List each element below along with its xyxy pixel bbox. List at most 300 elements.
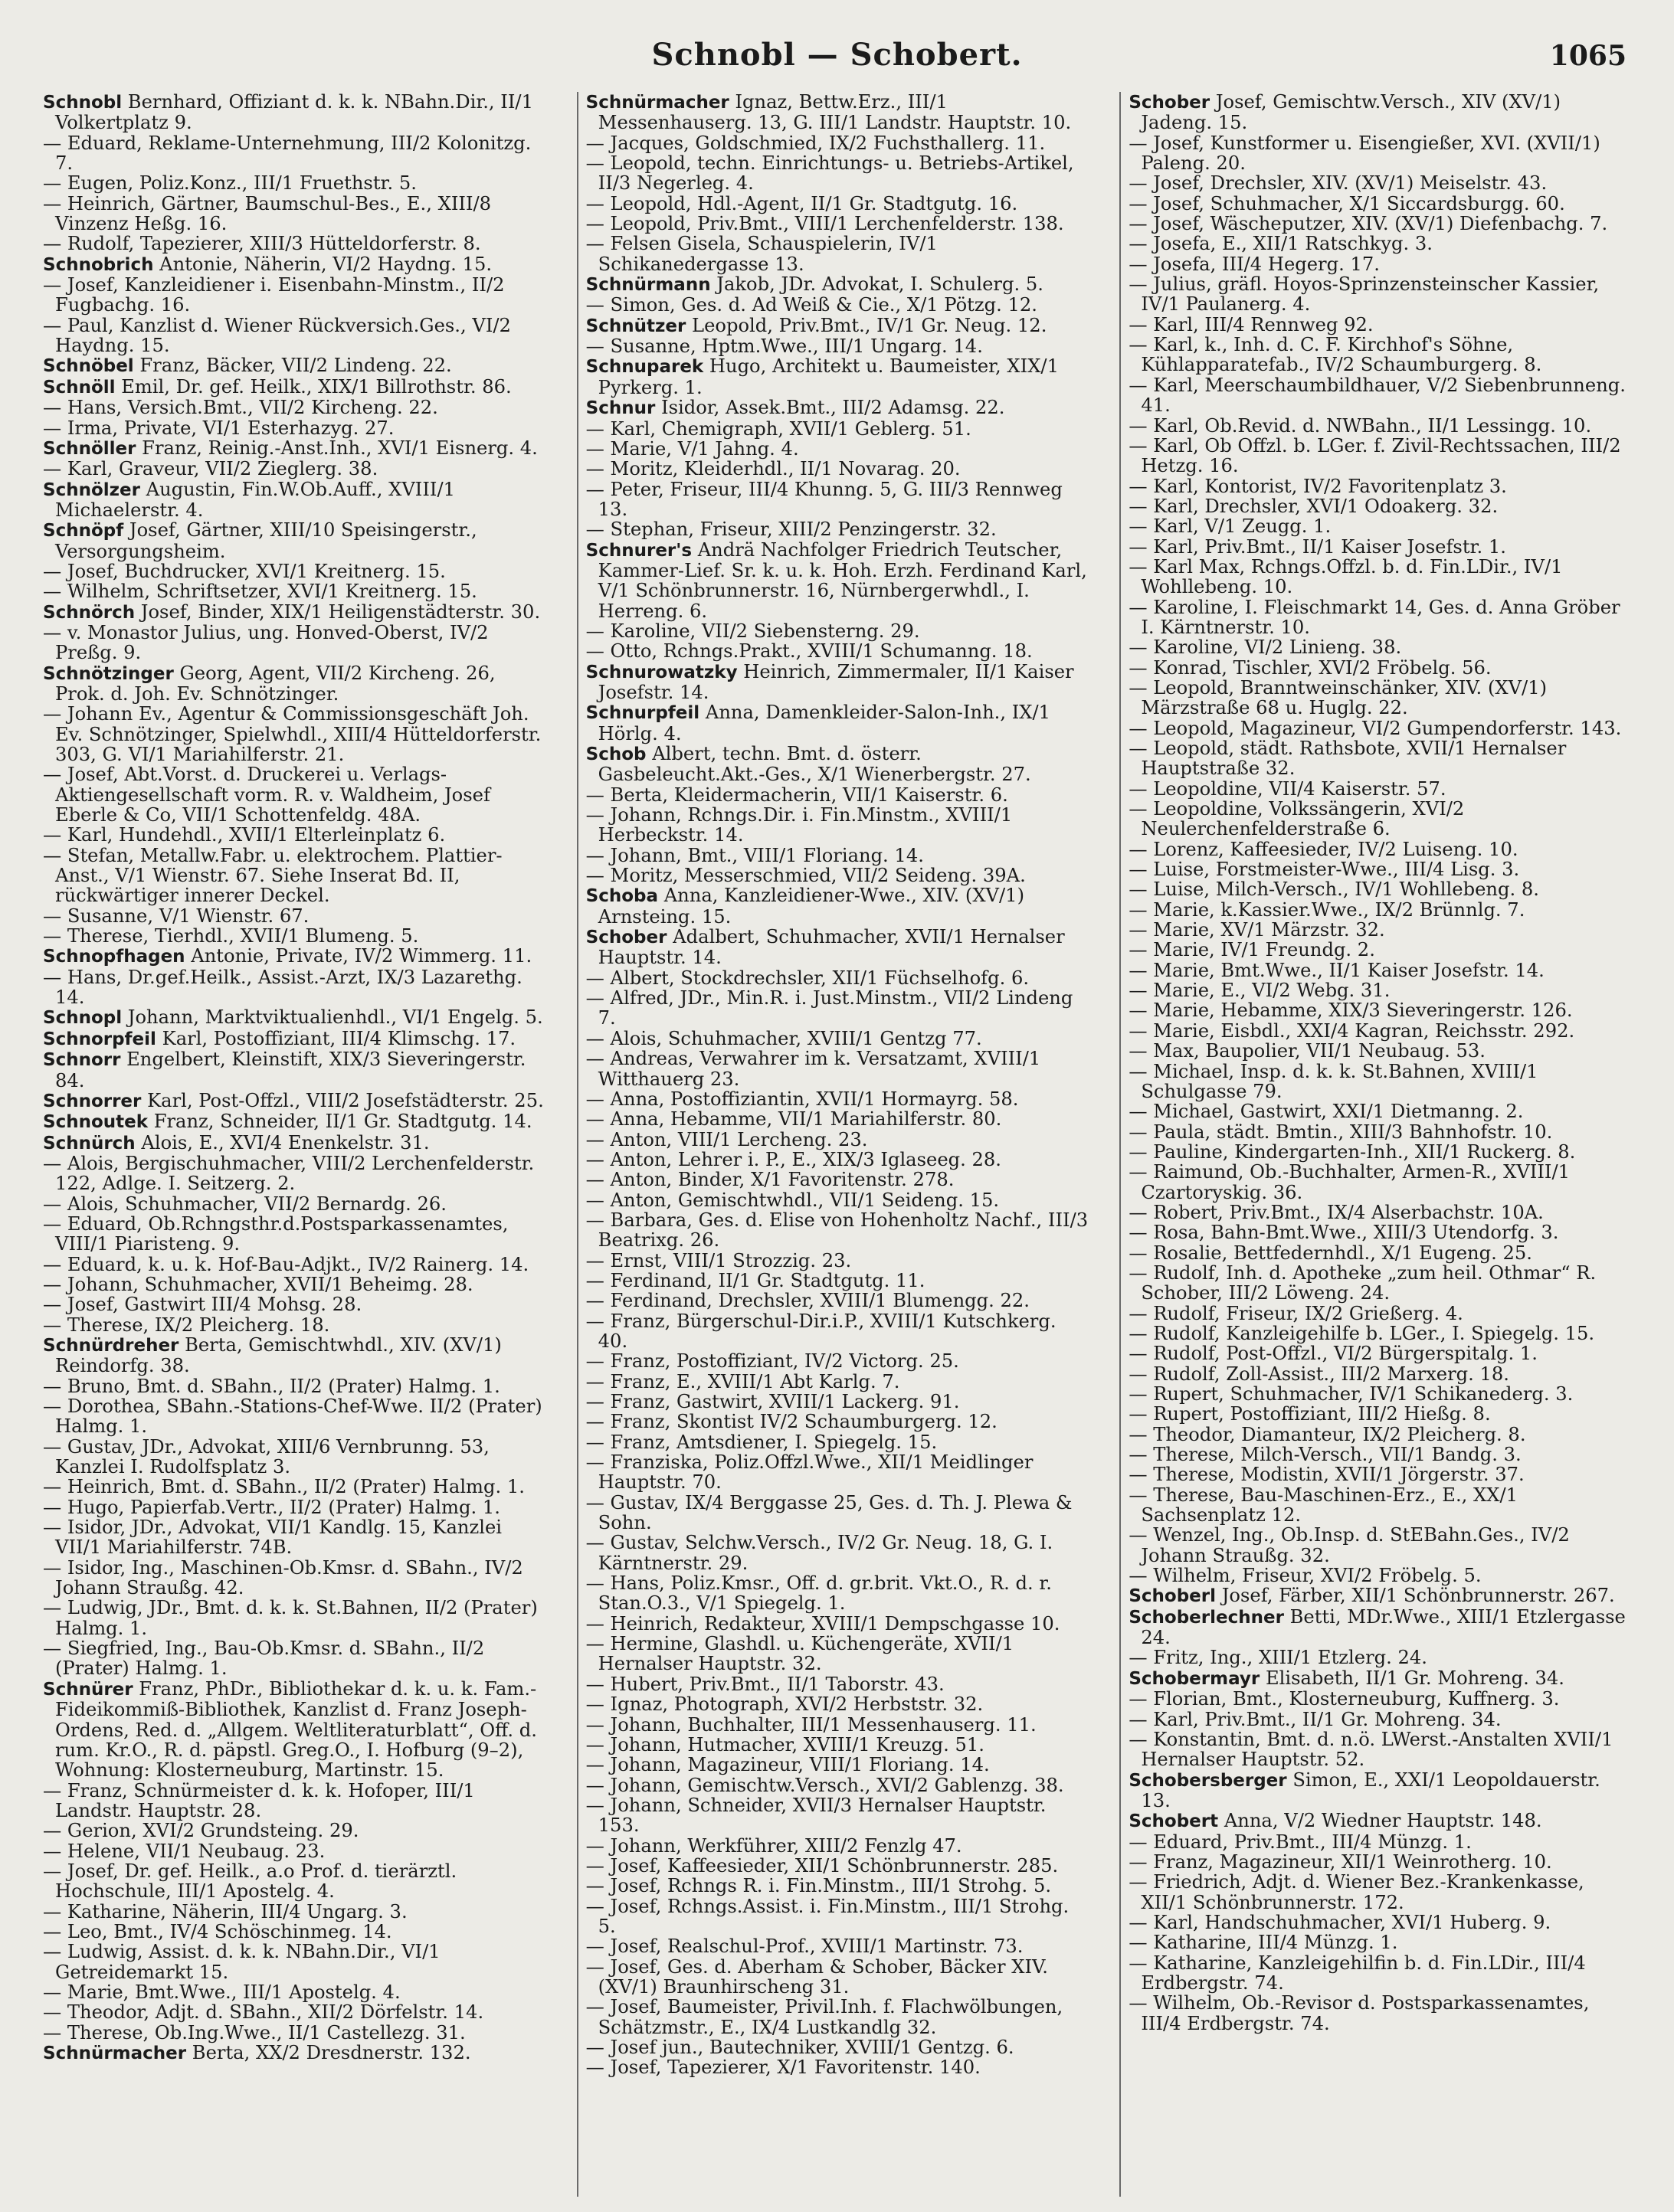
entry-text: — Friedrich, Adjt. d. Wiener Bez.-Krankenkasse, XII/1 Schönbrunnerstr. 172. bbox=[1129, 1871, 1584, 1913]
entry-text: — Josef, Gastwirt III/4 Mohsg. 28. bbox=[43, 1294, 362, 1316]
directory-entry bbox=[586, 621, 1092, 641]
entry-text: — Rudolf, Kanzleigehilfe b. LGer., I. Spiegelg. 15. bbox=[1129, 1322, 1595, 1344]
entry-text: — Hans, Poliz.Kmsr., Off. d. gr.brit. Vkt.O., R. d. r. Stan.O.3., V/1 Spiegelg. 1. bbox=[585, 1572, 1052, 1615]
entry-headword: Schnötzinger bbox=[43, 663, 174, 684]
entry-text: — Karl, V/1 Zeugg. 1. bbox=[1129, 515, 1332, 538]
entry-text: — Josef, Tapezierer, X/1 Favoritenstr. 140. bbox=[585, 2057, 981, 2079]
entry-text: — Therese, Bau-Maschinen-Erz., E., XX/1 Sachsenplatz 12. bbox=[1129, 1484, 1518, 1526]
directory-entry bbox=[586, 702, 1092, 744]
entry-text: — Max, Baupolier, VII/1 Neubaug. 53. bbox=[1129, 1040, 1486, 1062]
entry-text: — Leopold, Priv.Bmt., VIII/1 Lerchenfelderstr. 138. bbox=[585, 213, 1064, 235]
directory-entry bbox=[1129, 738, 1634, 779]
entry-text: — Peter, Friseur, III/4 Khunng. 5, G. III/3 Rennweg 13. bbox=[585, 478, 1063, 520]
entry-headword: Schoberl bbox=[1129, 1586, 1217, 1607]
directory-entry bbox=[43, 1111, 549, 1132]
entry-text: — Susanne, V/1 Wienstr. 67. bbox=[43, 905, 310, 927]
directory-entry bbox=[1129, 274, 1634, 315]
entry-text: — Wilhelm, Schriftsetzer, XVI/1 Kreitnerg. 15. bbox=[43, 581, 477, 603]
entry-text: — Alois, Bergischuhmacher, VIII/2 Lerchenfelderstr. 122, Adlge. I. Seitzerg. 2. bbox=[43, 1152, 535, 1195]
entry-text: — Marie, V/1 Jahng. 4. bbox=[585, 437, 799, 460]
entry-headword: Schnurpfeil bbox=[585, 703, 700, 724]
directory-entry bbox=[586, 1109, 1092, 1129]
entry-text: — Franz, Postoffiziant, IV/2 Victorg. 25. bbox=[585, 1350, 959, 1373]
entry-text: — Rudolf, Tapezierer, XIII/3 Hütteldorferstr. 8. bbox=[43, 233, 481, 255]
entry-text: Antonie, Private, IV/2 Wimmerg. 11. bbox=[185, 945, 532, 967]
directory-entry bbox=[43, 173, 549, 193]
entry-text: — Josefa, E., XII/1 Ratschkyg. 3. bbox=[1129, 233, 1433, 255]
entry-text: — Alois, Schuhmacher, XVIII/1 Gentzg 77. bbox=[585, 1027, 982, 1049]
entry-headword: Schob bbox=[585, 744, 647, 764]
directory-entry bbox=[43, 1091, 549, 1111]
entry-headword: Schnürmacher bbox=[585, 93, 729, 113]
entry-text: — Alois, Schuhmacher, VII/2 Bernardg. 26. bbox=[43, 1193, 447, 1215]
directory-entry bbox=[43, 846, 549, 906]
entry-text: — Wilhelm, Ob.-Revisor d. Postsparkassenamtes, III/4 Erdbergstr. 74. bbox=[1129, 1992, 1590, 2034]
entry-text: — Karl, Priv.Bmt., II/1 Kaiser Josefstr. 1. bbox=[1129, 535, 1506, 558]
entry-text: Karl, Postoffiziant, III/4 Klimschg. 17. bbox=[156, 1027, 516, 1049]
directory-entry bbox=[1129, 1913, 1634, 1932]
directory-entry bbox=[43, 133, 549, 174]
directory-entry bbox=[43, 623, 549, 663]
directory-entry bbox=[43, 2023, 549, 2043]
directory-entry bbox=[586, 1372, 1092, 1392]
entry-text: — Albert, Stockdrechsler, XII/1 Füchselhofg. 6. bbox=[585, 967, 1030, 989]
entry-text: — Hugo, Papierfab.Vertr., II/2 (Prater) Halmg. 1. bbox=[43, 1496, 500, 1518]
directory-entry bbox=[43, 398, 549, 417]
entry-headword: Schnürmacher bbox=[43, 2043, 187, 2063]
entry-text: Alois, E., XVI/4 Enenkelstr. 31. bbox=[135, 1131, 430, 1153]
entry-text: — Marie, Eisbdl., XXI/4 Kagran, Reichsstr. 292. bbox=[1129, 1019, 1575, 1042]
entry-text: Anna, Kanzleidiener-Wwe., XIV. (XV/1) Arnsteing. 15. bbox=[598, 885, 1025, 928]
directory-entry bbox=[586, 1029, 1092, 1049]
directory-entry bbox=[1129, 980, 1634, 1000]
entry-text: — Anton, Lehrer i. P., E., XIX/3 Iglaseeg. 28. bbox=[585, 1148, 1001, 1170]
directory-entry bbox=[586, 1493, 1092, 1533]
directory-entry bbox=[1129, 557, 1634, 597]
directory-entry bbox=[43, 377, 549, 398]
directory-entry bbox=[1129, 1263, 1634, 1304]
entry-text: — Katharine, Näherin, III/4 Ungarg. 3. bbox=[43, 1900, 408, 1922]
directory-entry bbox=[43, 1029, 549, 1049]
directory-entry bbox=[586, 1190, 1092, 1210]
directory-entry bbox=[1129, 1953, 1634, 1994]
entry-text: — Johann, Rchngs.Dir. i. Fin.Minstm., XVIII/1 Herbeckstr. 14. bbox=[585, 804, 1013, 846]
directory-entry bbox=[1129, 1729, 1634, 1770]
directory-entry bbox=[586, 662, 1092, 703]
entry-text: Anna, V/2 Wiedner Hauptstr. 148. bbox=[1218, 1810, 1542, 1832]
directory-entry bbox=[1129, 658, 1634, 678]
entry-text: — Johann, Gemischtw.Versch., XVI/2 Gablenzg. 38. bbox=[585, 1774, 1064, 1796]
directory-entry bbox=[43, 1861, 549, 1902]
entry-text: — Ernst, VIII/1 Strozzig. 23. bbox=[585, 1249, 852, 1271]
entry-text: — Gustav, Selchw.Versch., IV/2 Gr. Neug. 18, G. I. Kärntnerstr. 29. bbox=[585, 1532, 1053, 1574]
directory-entry bbox=[1129, 1811, 1634, 1831]
directory-entry bbox=[586, 419, 1092, 439]
directory-entry bbox=[586, 1573, 1092, 1614]
entry-text: Simon, E., XXI/1 Leopoldauerstr. 13. bbox=[1141, 1769, 1600, 1811]
directory-entry bbox=[586, 2037, 1092, 2057]
column-2 bbox=[577, 92, 1093, 2197]
entry-text: — Eduard, Priv.Bmt., III/4 Münzg. 1. bbox=[1129, 1831, 1472, 1853]
directory-entry bbox=[1129, 1243, 1634, 1263]
entry-text: — Karl, Ob Offzl. b. LGer. f. Zivil-Rechtssachen, III/2 Hetzg. 16. bbox=[1129, 434, 1621, 477]
entry-text: — Johann, Hutmacher, XVIII/1 Kreuzg. 51. bbox=[585, 1733, 984, 1756]
entry-text: — Anton, Binder, X/1 Favoritenstr. 278. bbox=[585, 1169, 955, 1191]
entry-headword: Schnoutek bbox=[43, 1112, 149, 1133]
directory-entry bbox=[1129, 1364, 1634, 1384]
entry-text: — Franz, Amtsdiener, I. Spiegelg. 15. bbox=[585, 1431, 938, 1453]
directory-entry bbox=[1129, 173, 1634, 193]
directory-entry bbox=[1129, 1525, 1634, 1566]
entry-text: — Rudolf, Inh. d. Apotheke „zum heil. Othmar“ R. Schober, III/2 Löweng. 24. bbox=[1129, 1261, 1597, 1304]
directory-entry bbox=[1129, 799, 1634, 839]
directory-entry bbox=[1129, 254, 1634, 274]
entry-text: — Johann Ev., Agentur & Commissionsgeschäft Joh. Ev. Schnötzinger, Spielwhdl., XIII/4 Hütteldorferstr. 303, G. VI/1 Mariahilferstr. 21. bbox=[43, 703, 542, 765]
entry-headword: Schnopl bbox=[43, 1008, 123, 1029]
entry-headword: Schnöller bbox=[43, 438, 136, 459]
entry-headword: Schnurer's bbox=[585, 540, 693, 561]
entry-text: — Heinrich, Gärtner, Baumschul-Bes., E., XIII/8 Vinzenz Heßg. 16. bbox=[43, 192, 492, 235]
entry-text: — Therese, Milch-Versch., VII/1 Bandg. 3. bbox=[1129, 1444, 1522, 1466]
directory-entry bbox=[43, 459, 549, 479]
entry-text: Engelbert, Kleinstift, XIX/3 Sieveringerstr. 84. bbox=[55, 1049, 526, 1091]
directory-entry bbox=[586, 1775, 1092, 1795]
entry-text: — Anton, VIII/1 Lercheng. 23. bbox=[585, 1128, 868, 1150]
column-1 bbox=[43, 92, 549, 2197]
entry-text: — Katharine, Kanzleigehilfin b. d. Fin.LDir., III/4 Erdbergstr. 74. bbox=[1129, 1952, 1586, 1994]
directory-entry bbox=[1129, 1668, 1634, 1689]
directory-entry bbox=[1129, 133, 1634, 174]
entry-text: — Gustav, IX/4 Berggasse 25, Ges. d. Th. J. Plewa & Sohn. bbox=[585, 1491, 1073, 1534]
directory-entry bbox=[1129, 1304, 1634, 1324]
directory-entry bbox=[43, 520, 549, 561]
entry-text: Anna, Damenkleider-Salon-Inh., IX/1 Hörlg. 4. bbox=[598, 702, 1051, 744]
entry-text: — Jacques, Goldschmied, IX/2 Fuchsthallerg. 11. bbox=[585, 132, 1046, 154]
directory-entry bbox=[43, 663, 549, 705]
directory-entry bbox=[43, 1007, 549, 1028]
directory-entry bbox=[586, 885, 1092, 927]
directory-entry bbox=[586, 846, 1092, 865]
entry-text: — Hans, Dr.gef.Heilk., Assist.-Arzt, IX/3 Lazarethg. 14. bbox=[43, 966, 523, 1009]
directory-entry bbox=[43, 1294, 549, 1314]
directory-entry bbox=[1129, 1689, 1634, 1709]
entry-text: Berta, XX/2 Dresdnerstr. 132. bbox=[186, 2042, 471, 2063]
entry-text: — Rupert, Postoffiziant, III/2 Hießg. 8. bbox=[1129, 1403, 1491, 1425]
entry-text: Berta, Gemischtwhdl., XIV. (XV/1) Reindorfg. 38. bbox=[55, 1333, 502, 1377]
directory-entry bbox=[43, 1194, 549, 1214]
directory-entry bbox=[1129, 1062, 1634, 1102]
entry-text: — Helene, VII/1 Neubaug. 23. bbox=[43, 1840, 326, 1862]
entry-text: — Pauline, Kindergarten-Inh., XII/1 Ruckerg. 8. bbox=[1129, 1140, 1576, 1163]
directory-entry bbox=[1129, 234, 1634, 254]
entry-text: — Stefan, Metallw.Fabr. u. elektrochem. Plattier-Anst., V/1 Wienstr. 67. Siehe Inserat Bd. II, rückwärtiger innerer Deckel. bbox=[43, 844, 503, 907]
entry-text: — Heinrich, Redakteur, XVIII/1 Dempschgasse 10. bbox=[585, 1612, 1060, 1634]
entry-headword: Schober bbox=[585, 928, 667, 948]
directory-entry bbox=[586, 133, 1092, 153]
entry-headword: Schnöbel bbox=[43, 356, 134, 377]
entry-text: — Eduard, Reklame-Unternehmung, III/2 Kolonitzg. 7. bbox=[43, 132, 532, 175]
directory-entry bbox=[586, 1614, 1092, 1634]
entry-text: — Therese, Tierhdl., XVII/1 Blumeng. 5. bbox=[43, 925, 419, 947]
directory-entry bbox=[1129, 940, 1634, 960]
entry-text: — Leopold, Branntweinschänker, XIV. (XV/1) Märzstraße 68 u. Huglg. 22. bbox=[1129, 676, 1548, 719]
directory-entry bbox=[43, 1477, 549, 1497]
directory-entry bbox=[43, 1376, 549, 1396]
directory-entry bbox=[1129, 1343, 1634, 1363]
entry-text: — Marie, XV/1 Märzstr. 32. bbox=[1129, 919, 1385, 941]
directory-entry bbox=[43, 1275, 549, 1294]
directory-entry bbox=[586, 1795, 1092, 1836]
entry-text: — Karl, Meerschaumbildhauer, V/2 Siebenbrunneng. 41. bbox=[1129, 374, 1626, 417]
entry-text: — Theodor, Adjt. d. SBahn., XII/2 Dörfelstr. 14. bbox=[43, 2001, 484, 2024]
entry-text: Josef, Gemischtw.Versch., XIV (XV/1) Jadeng. 15. bbox=[1141, 92, 1561, 134]
directory-entry bbox=[1129, 900, 1634, 920]
entry-text: — Marie, Hebamme, XIX/3 Sieveringerstr. 126. bbox=[1129, 1000, 1573, 1022]
directory-entry bbox=[43, 1902, 549, 1922]
entry-text: Josef, Gärtner, XIII/10 Speisingerstr., Versorgungsheim. bbox=[55, 519, 477, 562]
entry-text: — Franz, E., XVIII/1 Abt Karlg. 7. bbox=[585, 1370, 900, 1392]
entry-text: — Anton, Gemischtwhdl., VII/1 Seideng. 15. bbox=[585, 1189, 1000, 1211]
entry-headword: Schnützer bbox=[585, 316, 686, 336]
entry-text: — Josef, Kaffeesieder, XII/1 Schönbrunnerstr. 285. bbox=[585, 1854, 1059, 1877]
directory-entry bbox=[586, 1896, 1092, 1937]
entry-text: — Karl, Kontorist, IV/2 Favoritenplatz 3. bbox=[1129, 475, 1507, 497]
entry-text: — Bruno, Bmt. d. SBahn., II/2 (Prater) Halmg. 1. bbox=[43, 1375, 500, 1397]
entry-text: — Josef, Rchngs R. i. Fin.Minstm., III/1 Strohg. 5. bbox=[585, 1875, 1052, 1897]
directory-entry bbox=[586, 1351, 1092, 1371]
entry-headword: Schnürer bbox=[43, 1679, 133, 1700]
entry-text: — Karl, Ob.Revid. d. NWBahn., II/1 Lessingg. 10. bbox=[1129, 414, 1592, 437]
directory-entry bbox=[586, 1957, 1092, 1998]
directory-entry bbox=[43, 92, 549, 133]
entry-headword: Schnur bbox=[585, 398, 656, 419]
entry-headword: Schnuparek bbox=[585, 357, 704, 378]
entry-text: — Therese, Modistin, XVII/1 Jörgerstr. 37. bbox=[1129, 1464, 1525, 1486]
entry-text: — Marie, E., VI/2 Webg. 31. bbox=[1129, 980, 1391, 1002]
entry-text: — Franz, Bürgerschul-Dir.i.P., XVIII/1 Kutschkerg. 40. bbox=[585, 1310, 1056, 1352]
entry-text: Augustin, Fin.W.Ob.Auff., XVIII/1 Michaelerstr. 4. bbox=[55, 478, 456, 521]
entry-text: — Dorothea, SBahn.-Stations-Chef-Wwe. II/2 (Prater) Halmg. 1. bbox=[43, 1396, 542, 1438]
directory-entry bbox=[43, 602, 549, 623]
directory-entry bbox=[43, 1781, 549, 1821]
directory-entry bbox=[1129, 597, 1634, 638]
entry-text: — Josef, Abt.Vorst. d. Druckerei u. Verlags-Aktiengesellschaft vorm. R. v. Waldheim, Josef Eberle & Co, VII/1 Schottenfeldg. 48A. bbox=[43, 764, 490, 826]
entry-text: — Anna, Postoffiziantin, XVII/1 Hormayrg. 58. bbox=[585, 1088, 1019, 1110]
directory-entry bbox=[1129, 1485, 1634, 1526]
directory-entry bbox=[1129, 1162, 1634, 1203]
running-head bbox=[0, 37, 1674, 83]
entry-text: — Karl, Handschuhmacher, XVI/1 Huberg. 9. bbox=[1129, 1911, 1551, 1933]
directory-entry bbox=[43, 479, 549, 521]
entry-text: Georg, Agent, VII/2 Kircheng. 26, Prok. d. Joh. Ev. Schnötzinger. bbox=[55, 662, 496, 705]
entry-text: — Alfred, JDr., Min.R. i. Just.Minstm., VII/2 Lindeng 7. bbox=[585, 987, 1073, 1029]
entry-text: — Hans, Versich.Bmt., VII/2 Kircheng. 22. bbox=[43, 397, 438, 419]
entry-text: — Rudolf, Zoll-Assist., III/2 Marxerg. 18. bbox=[1129, 1363, 1509, 1385]
entry-text: — Rudolf, Friseur, IX/2 Grießerg. 4. bbox=[1129, 1302, 1463, 1324]
entry-headword: Schnorr bbox=[43, 1050, 121, 1071]
directory-entry bbox=[1129, 1445, 1634, 1464]
directory-entry bbox=[1129, 1203, 1634, 1222]
directory-entry bbox=[586, 1432, 1092, 1452]
directory-entry bbox=[43, 825, 549, 845]
entry-text: Johann, Marktviktualienhdl., VI/1 Engelg. 5. bbox=[122, 1006, 543, 1029]
entry-headword: Schnölzer bbox=[43, 479, 140, 500]
entry-text: — v. Monastor Julius, ung. Honved-Oberst, IV/2 Preßg. 9. bbox=[43, 621, 489, 664]
directory-entry bbox=[586, 1856, 1092, 1876]
entry-headword: Schober bbox=[1129, 93, 1210, 113]
directory-entry bbox=[1129, 859, 1634, 879]
entry-text: — Luise, Milch-Versch., IV/1 Wohllebeng. 8. bbox=[1129, 879, 1539, 901]
entry-headword: Schnopfhagen bbox=[43, 947, 185, 967]
directory-entry bbox=[43, 926, 549, 946]
directory-entry bbox=[43, 561, 549, 581]
directory-entry bbox=[1129, 1710, 1634, 1729]
directory-entry bbox=[1129, 879, 1634, 899]
entry-text: — Johann, Bmt., VIII/1 Floriang. 14. bbox=[585, 844, 924, 866]
directory-entry bbox=[43, 1255, 549, 1275]
entry-text: Elisabeth, II/1 Gr. Mohreng. 34. bbox=[1260, 1667, 1564, 1689]
entry-text: Josef, Färber, XII/1 Schönbrunnerstr. 267. bbox=[1216, 1585, 1615, 1607]
entry-text: — Paula, städt. Bmtin., XIII/3 Bahnhofstr. 10. bbox=[1129, 1121, 1553, 1143]
directory-entry bbox=[586, 1150, 1092, 1170]
entry-text: — Andreas, Verwahrer im k. Versatzamt, XVIII/1 Witthauerg 23. bbox=[585, 1048, 1041, 1090]
directory-entry bbox=[1129, 1384, 1634, 1404]
entry-text: Adalbert, Schuhmacher, XVII/1 Hernalser Hauptstr. 14. bbox=[598, 926, 1065, 969]
directory-entry bbox=[586, 1392, 1092, 1412]
directory-entry bbox=[1129, 335, 1634, 375]
directory-entry bbox=[43, 946, 549, 967]
entry-text: — Eugen, Poliz.Konz., III/1 Fruethstr. 5. bbox=[43, 172, 417, 195]
entry-text: — Marie, Bmt.Wwe., III/1 Apostelg. 4. bbox=[43, 1981, 401, 2003]
directory-entry bbox=[1129, 1021, 1634, 1041]
entry-text: Heinrich, Zimmermaler, II/1 Kaiser Josefstr. 14. bbox=[598, 660, 1074, 703]
entry-headword: Schoberlechner bbox=[1129, 1607, 1284, 1628]
directory-entry bbox=[1129, 416, 1634, 436]
entry-text: — Moritz, Messerschmied, VII/2 Seideng. 39A. bbox=[585, 865, 1026, 887]
directory-entry bbox=[586, 540, 1092, 621]
directory-entry bbox=[1129, 537, 1634, 557]
directory-entry bbox=[586, 968, 1092, 988]
directory-entry bbox=[586, 1271, 1092, 1291]
entry-text: Karl, Post-Offzl., VIII/2 Josefstädterstr. 25. bbox=[141, 1089, 544, 1111]
directory-entry bbox=[43, 1598, 549, 1638]
directory-entry bbox=[586, 316, 1092, 336]
directory-entry bbox=[1129, 1585, 1634, 1606]
entry-text: — Leopold, Hdl.-Agent, II/1 Gr. Stadtgutg. 16. bbox=[585, 192, 1018, 214]
directory-entry bbox=[586, 1089, 1092, 1109]
entry-headword: Schnürch bbox=[43, 1133, 136, 1153]
entry-text: — Otto, Rchngs.Prakt., XVIII/1 Schumanng. 18. bbox=[585, 640, 1033, 663]
entry-text: — Karl, k., Inh. d. C. F. Kirchhof's Söhne, Kühlapparatefab., IV/2 Schaumburgerg. 8. bbox=[1129, 334, 1542, 376]
entry-text: — Irma, Private, VI/1 Esterhazyg. 27. bbox=[43, 417, 395, 439]
entry-text: — Rosalie, Bettfedernhdl., X/1 Eugeng. 25. bbox=[1129, 1242, 1532, 1264]
entry-text: — Eduard, Ob.Rchngsthr.d.Postsparkassenamtes, VIII/1 Piaristeng. 9. bbox=[43, 1212, 509, 1255]
directory-entry bbox=[586, 214, 1092, 234]
entry-text: Jakob, JDr. Advokat, I. Schulerg. 5. bbox=[710, 273, 1043, 296]
entry-text: — Josef, Baumeister, Privil.Inh. f. Flachwölbungen, Schätzmstr., E., IX/4 Lustkandlg 32. bbox=[585, 1996, 1063, 2038]
entry-text: — Karoline, I. Fleischmarkt 14, Ges. d. Anna Gröber I. Kärntnerstr. 10. bbox=[1129, 596, 1620, 638]
entry-text: — Karl, Drechsler, XVI/1 Odoakerg. 32. bbox=[1129, 495, 1499, 517]
entry-headword: Schnürdreher bbox=[43, 1335, 179, 1356]
entry-text: — Johann, Buchhalter, III/1 Messenhauserg. 11. bbox=[585, 1713, 1037, 1736]
directory-entry bbox=[586, 1674, 1092, 1694]
directory-entry bbox=[1129, 1142, 1634, 1162]
entry-text: — Ferdinand, II/1 Gr. Stadtgutg. 11. bbox=[585, 1269, 925, 1291]
entry-text: — Isidor, JDr., Advokat, VII/1 Kandlg. 15, Kanzlei VII/1 Mariahilferstr. 74B. bbox=[43, 1517, 503, 1559]
entry-text: Leopold, Priv.Bmt., IV/1 Gr. Neug. 12. bbox=[686, 314, 1047, 336]
entry-text: — Josef, Ges. d. Aberham & Schober, Bäcker XIV. (XV/1) Braunhirscheng 31. bbox=[585, 1955, 1048, 1998]
directory-entry bbox=[586, 1170, 1092, 1189]
entry-text: — Katharine, III/4 Münzg. 1. bbox=[1129, 1932, 1398, 1954]
entry-text: — Ludwig, Assist. d. k. k. NBahn.Dir., VI/1 Getreidemarkt 15. bbox=[43, 1941, 441, 1983]
entry-text: Franz, Reinig.-Anst.Inh., XVI/1 Eisnerg. 4. bbox=[136, 437, 538, 459]
directory-entry bbox=[1129, 315, 1634, 335]
directory-entry bbox=[586, 1412, 1092, 1432]
entry-text: — Karl, Chemigraph, XVII/1 Geblerg. 51. bbox=[585, 417, 971, 440]
directory-entry bbox=[43, 194, 549, 234]
entry-text: — Gustav, JDr., Advokat, XIII/6 Vernbrunng. 53, Kanzlei I. Rudolfsplatz 3. bbox=[43, 1435, 490, 1478]
entry-text: — Moritz, Kleiderhdl., II/1 Novarag. 20. bbox=[585, 458, 961, 480]
entry-text: — Wilhelm, Friseur, XVI/2 Fröbelg. 5. bbox=[1129, 1565, 1482, 1587]
directory-entry bbox=[43, 275, 549, 316]
entry-text: — Marie, k.Kassier.Wwe., IX/2 Brünnlg. 7. bbox=[1129, 898, 1525, 921]
entry-text: Josef, Binder, XIX/1 Heiligenstädterstr. 30. bbox=[135, 600, 541, 623]
directory-entry bbox=[1129, 194, 1634, 214]
directory-entry bbox=[1129, 718, 1634, 738]
entry-text: — Hermine, Glashdl. u. Küchengeräte, XVII/1 Hernalser Hauptstr. 32. bbox=[585, 1633, 1014, 1675]
entry-text: — Hubert, Priv.Bmt., II/1 Taborstr. 43. bbox=[585, 1673, 945, 1695]
directory-entry bbox=[586, 865, 1092, 885]
directory-entry bbox=[43, 764, 549, 825]
directory-entry bbox=[43, 1335, 549, 1376]
entry-text: — Stephan, Friseur, XIII/2 Penzingerstr. 32. bbox=[585, 519, 997, 541]
directory-entry bbox=[586, 988, 1092, 1029]
entry-headword: Schobert bbox=[1129, 1811, 1219, 1832]
entry-text: — Raimund, Ob.-Buchhalter, Armen-R., XVIII/1 Czartoryskig. 36. bbox=[1129, 1161, 1570, 1203]
directory-entry bbox=[1129, 920, 1634, 940]
directory-entry bbox=[1129, 1832, 1634, 1852]
directory-entry bbox=[586, 459, 1092, 479]
entry-text: — Franz, Gastwirt, XVIII/1 Lackerg. 91. bbox=[585, 1391, 960, 1412]
entry-text: — Karoline, VII/2 Siebensterng. 29. bbox=[585, 620, 920, 642]
entry-text: — Florian, Bmt., Klosterneuburg, Kuffnerg. 3. bbox=[1129, 1688, 1560, 1710]
directory-entry bbox=[586, 1735, 1092, 1755]
entry-text: — Josef, Dr. gef. Heilk., a.o Prof. d. tierärztl. Hochschule, III/1 Apostelg. 4. bbox=[43, 1860, 457, 1903]
directory-entry bbox=[43, 906, 549, 926]
entry-text: Hugo, Architekt u. Baumeister, XIX/1 Pyrkerg. 1. bbox=[598, 355, 1059, 398]
directory-entry bbox=[586, 1291, 1092, 1311]
entry-headword: Schnürmann bbox=[585, 275, 711, 296]
directory-entry bbox=[1129, 516, 1634, 536]
entry-text: — Therese, IX/2 Pleicherg. 18. bbox=[43, 1314, 330, 1336]
directory-entry bbox=[43, 1982, 549, 2002]
directory-entry bbox=[586, 1130, 1092, 1150]
directory-entry bbox=[1129, 1993, 1634, 2034]
entry-text: — Leopoldine, Volkssängerin, XVI/2 Neulerchenfelderstraße 6. bbox=[1129, 798, 1465, 840]
entry-text: — Franz, Skontist IV/2 Schaumburgerg. 12. bbox=[585, 1411, 998, 1433]
entry-headword: Schobermayr bbox=[1129, 1668, 1260, 1689]
directory-entry bbox=[586, 1715, 1092, 1735]
directory-entry bbox=[1129, 1222, 1634, 1242]
entry-text: — Karoline, VI/2 Linieng. 38. bbox=[1129, 636, 1402, 659]
directory-entry bbox=[1129, 375, 1634, 416]
directory-entry bbox=[1129, 1932, 1634, 1952]
directory-entry bbox=[586, 1452, 1092, 1493]
entry-text: Franz, Bäcker, VII/2 Lindeng. 22. bbox=[133, 355, 452, 377]
directory-entry bbox=[43, 438, 549, 459]
entry-text: — Felsen Gisela, Schauspielerin, IV/1 Schikanedergasse 13. bbox=[585, 233, 938, 275]
entry-text: — Karl, Hundehdl., XVII/1 Elterleinplatz 6. bbox=[43, 824, 446, 846]
